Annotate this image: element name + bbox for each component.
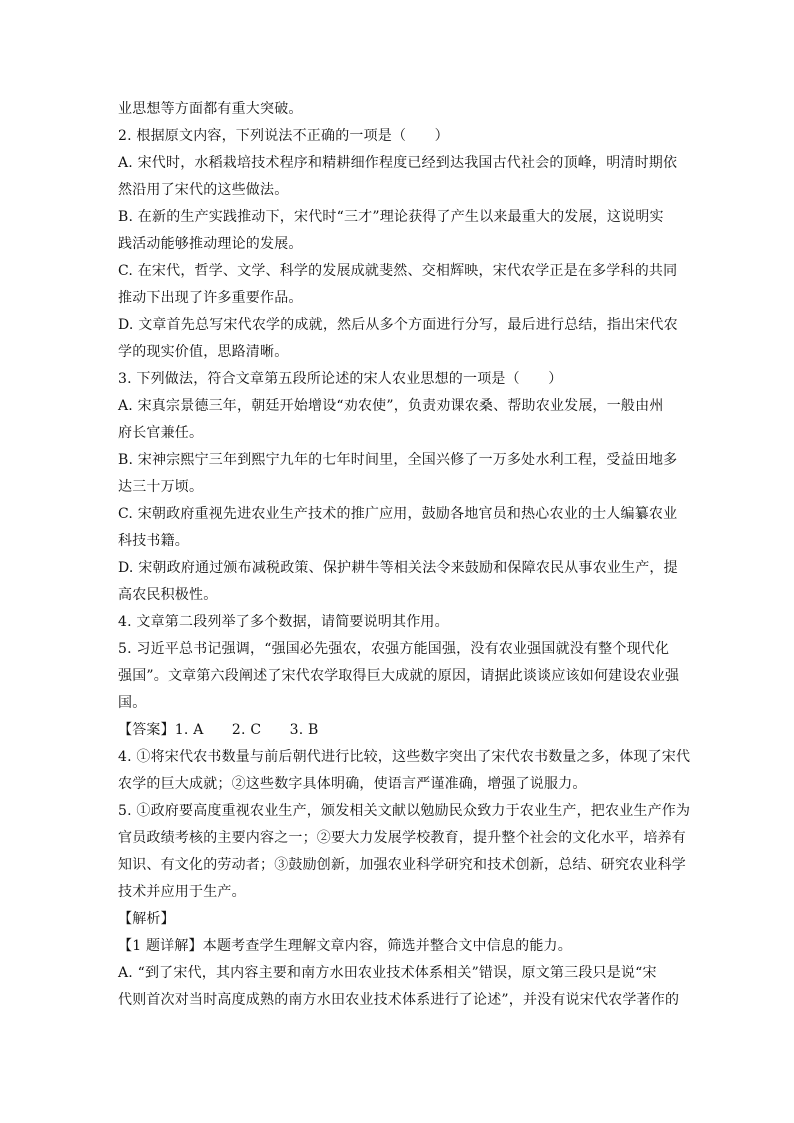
text-line: 国。 <box>118 695 147 711</box>
text-line: 【1 题详解】本题考查学生理解文章内容，筛选并整合文中信息的能力。 <box>118 938 572 954</box>
text-line: D. 文章首先总写宋代农学的成就，然后从多个方面进行分写，最后进行总结，指出宋代农 <box>118 317 678 333</box>
analysis-heading: 【解析】 <box>118 911 175 927</box>
document-page <box>118 96 691 1014</box>
text-line: 然沿用了宋代的这些做法。 <box>118 182 289 198</box>
text-line: 达三十万顷。 <box>118 479 204 495</box>
text-line: 府长官兼任。 <box>118 425 204 441</box>
text-line: 官员政绩考核的主要内容之一；②要大力发展学校教育，提升整个社会的文化水平，培养有 <box>118 830 686 846</box>
answer-key: 【答案】1. A 2. C 3. B <box>118 722 319 738</box>
question-4-stem: 4. 文章第二段列举了多个数据，请简要说明其作用。 <box>118 614 449 630</box>
text-line: 业思想等方面都有重大突破。 <box>118 101 303 117</box>
text-line: A. “到了宋代，其内容主要和南方水田农业技术体系相关”错误，原文第三段只是说“宋 <box>118 965 657 981</box>
text-line: B. 在新的生产实践推动下，宋代时“三才”理论获得了产生以来最重大的发展，这说明实 <box>118 209 664 225</box>
text-line: C. 宋朝政府重视先进农业生产技术的推广应用，鼓励各地官员和热心农业的士人编纂农业 <box>118 506 678 522</box>
text-line: 践活动能够推动理论的发展。 <box>118 236 303 252</box>
text-line: 学的现实价值，思路清晰。 <box>118 344 289 360</box>
text-line: 强国”。文章第六段阐述了宋代农学取得巨大成就的原因，请据此谈谈应该如何建设农业强 <box>118 668 680 684</box>
text-line: 知识、有文化的劳动者；③鼓励创新，加强农业科学研究和技术创新，总结、研究农业科学 <box>118 857 686 873</box>
text-line: 高农民积极性。 <box>118 587 218 603</box>
text-line: 农学的巨大成就；②这些数字具体明确，使语言严谨准确，增强了说服力。 <box>118 776 587 792</box>
text-line: 科技书籍。 <box>118 533 189 549</box>
text-line: 4. ①将宋代农书数量与前后朝代进行比较，这些数字突出了宋代农书数量之多，体现了宋代 <box>118 749 691 765</box>
question-3-stem: 3. 下列做法，符合文章第五段所论述的宋人农业思想的一项是（ ） <box>118 371 563 387</box>
text-line: C. 在宋代，哲学、文学、科学的发展成就斐然、交相辉映，宋代农学正是在多学科的共同 <box>118 263 678 279</box>
text-line: A. 宋真宗景德三年，朝廷开始增设“劝农使”，负责劝课农桑、帮助农业发展，一般由州 <box>118 398 664 414</box>
text-line: 技术并应用于生产。 <box>118 884 246 900</box>
text-line: 推动下出现了许多重要作品。 <box>118 290 303 306</box>
text-line: 5. ①政府要高度重视农业生产，颁发相关文献以勉励民众致力于农业生产，把农业生产作为 <box>118 803 691 819</box>
question-5-stem: 5. 习近平总书记强调，“强国必先强农，农强方能国强，没有农业强国就没有整个现代化 <box>118 641 670 657</box>
text-line: A. 宋代时，水稻栽培技术程序和精耕细作程度已经到达我国古代社会的顶峰，明清时期依 <box>118 155 678 171</box>
question-2-stem: 2. 根据原文内容，下列说法不正确的一项是（ ） <box>118 128 449 144</box>
text-line: 代则首次对当时高度成熟的南方水田农业技术体系进行了论述”，并没有说宋代农学著作的 <box>118 992 680 1008</box>
text-line: D. 宋朝政府通过颁布减税政策、保护耕牛等相关法令来鼓励和保障农民从事农业生产，提 <box>118 560 678 576</box>
text-line: B. 宋神宗熙宁三年到熙宁九年的七年时间里，全国兴修了一万多处水利工程，受益田地多 <box>118 452 678 468</box>
